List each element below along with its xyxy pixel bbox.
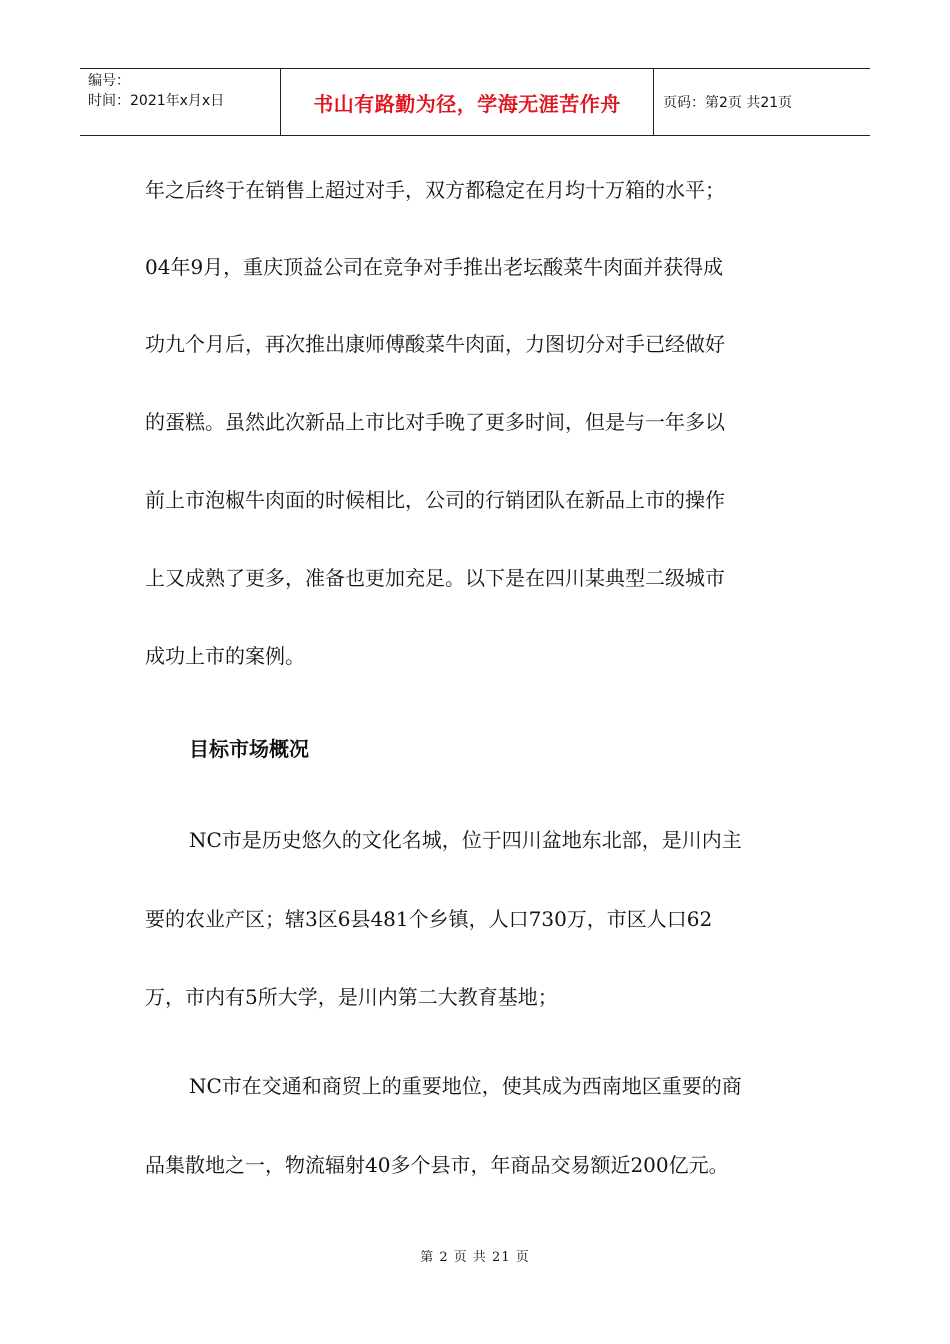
body-line: 年之后终于在销售上超过对手，双方都稳定在月均十万箱的水平； [145,178,725,202]
body-line: 成功上市的案例。 [145,644,305,668]
body-line: 要的农业产区；辖3区6县481个乡镇，人口730万，市区人口62 [145,907,713,931]
body-line: 的蛋糕。虽然此次新品上市比对手晚了更多时间，但是与一年多以 [145,410,725,434]
header-motto-cell [281,69,654,135]
body-line: 04年9月，重庆顶益公司在竞争对手推出老坛酸菜牛肉面并获得成 [145,255,724,279]
body-line: NC市是历史悠久的文化名城，位于四川盆地东北部，是川内主 [189,828,742,852]
header-page-cell [654,69,870,135]
page-footer: 第 2 页 共 21 页 [420,1250,530,1265]
page-info: 页码：第2页 共21页 [663,95,793,111]
body-line: 品集散地之一，物流辐射40多个县市，年商品交易额近200亿元。 [145,1153,729,1177]
body-line: NC市在交通和商贸上的重要地位，使其成为西南地区重要的商 [189,1074,742,1098]
body-line: 万，市内有5所大学，是川内第二大教育基地； [145,985,558,1009]
motto-text: 书山有路勤为径，学海无涯苦作舟 [313,91,621,116]
time-label: 时间：2021年x月x日 [88,93,225,109]
body-line: 前上市泡椒牛肉面的时候相比，公司的行销团队在新品上市的操作 [145,488,725,512]
document-header [80,68,870,136]
number-label: 编号： [88,73,130,89]
header-meta-cell [80,69,281,135]
body-line: 上又成熟了更多，准备也更加充足。以下是在四川某典型二级城市 [145,566,725,590]
section-heading: 目标市场概况 [189,737,309,761]
body-line: 功九个月后，再次推出康师傅酸菜牛肉面，力图切分对手已经做好 [145,332,725,356]
